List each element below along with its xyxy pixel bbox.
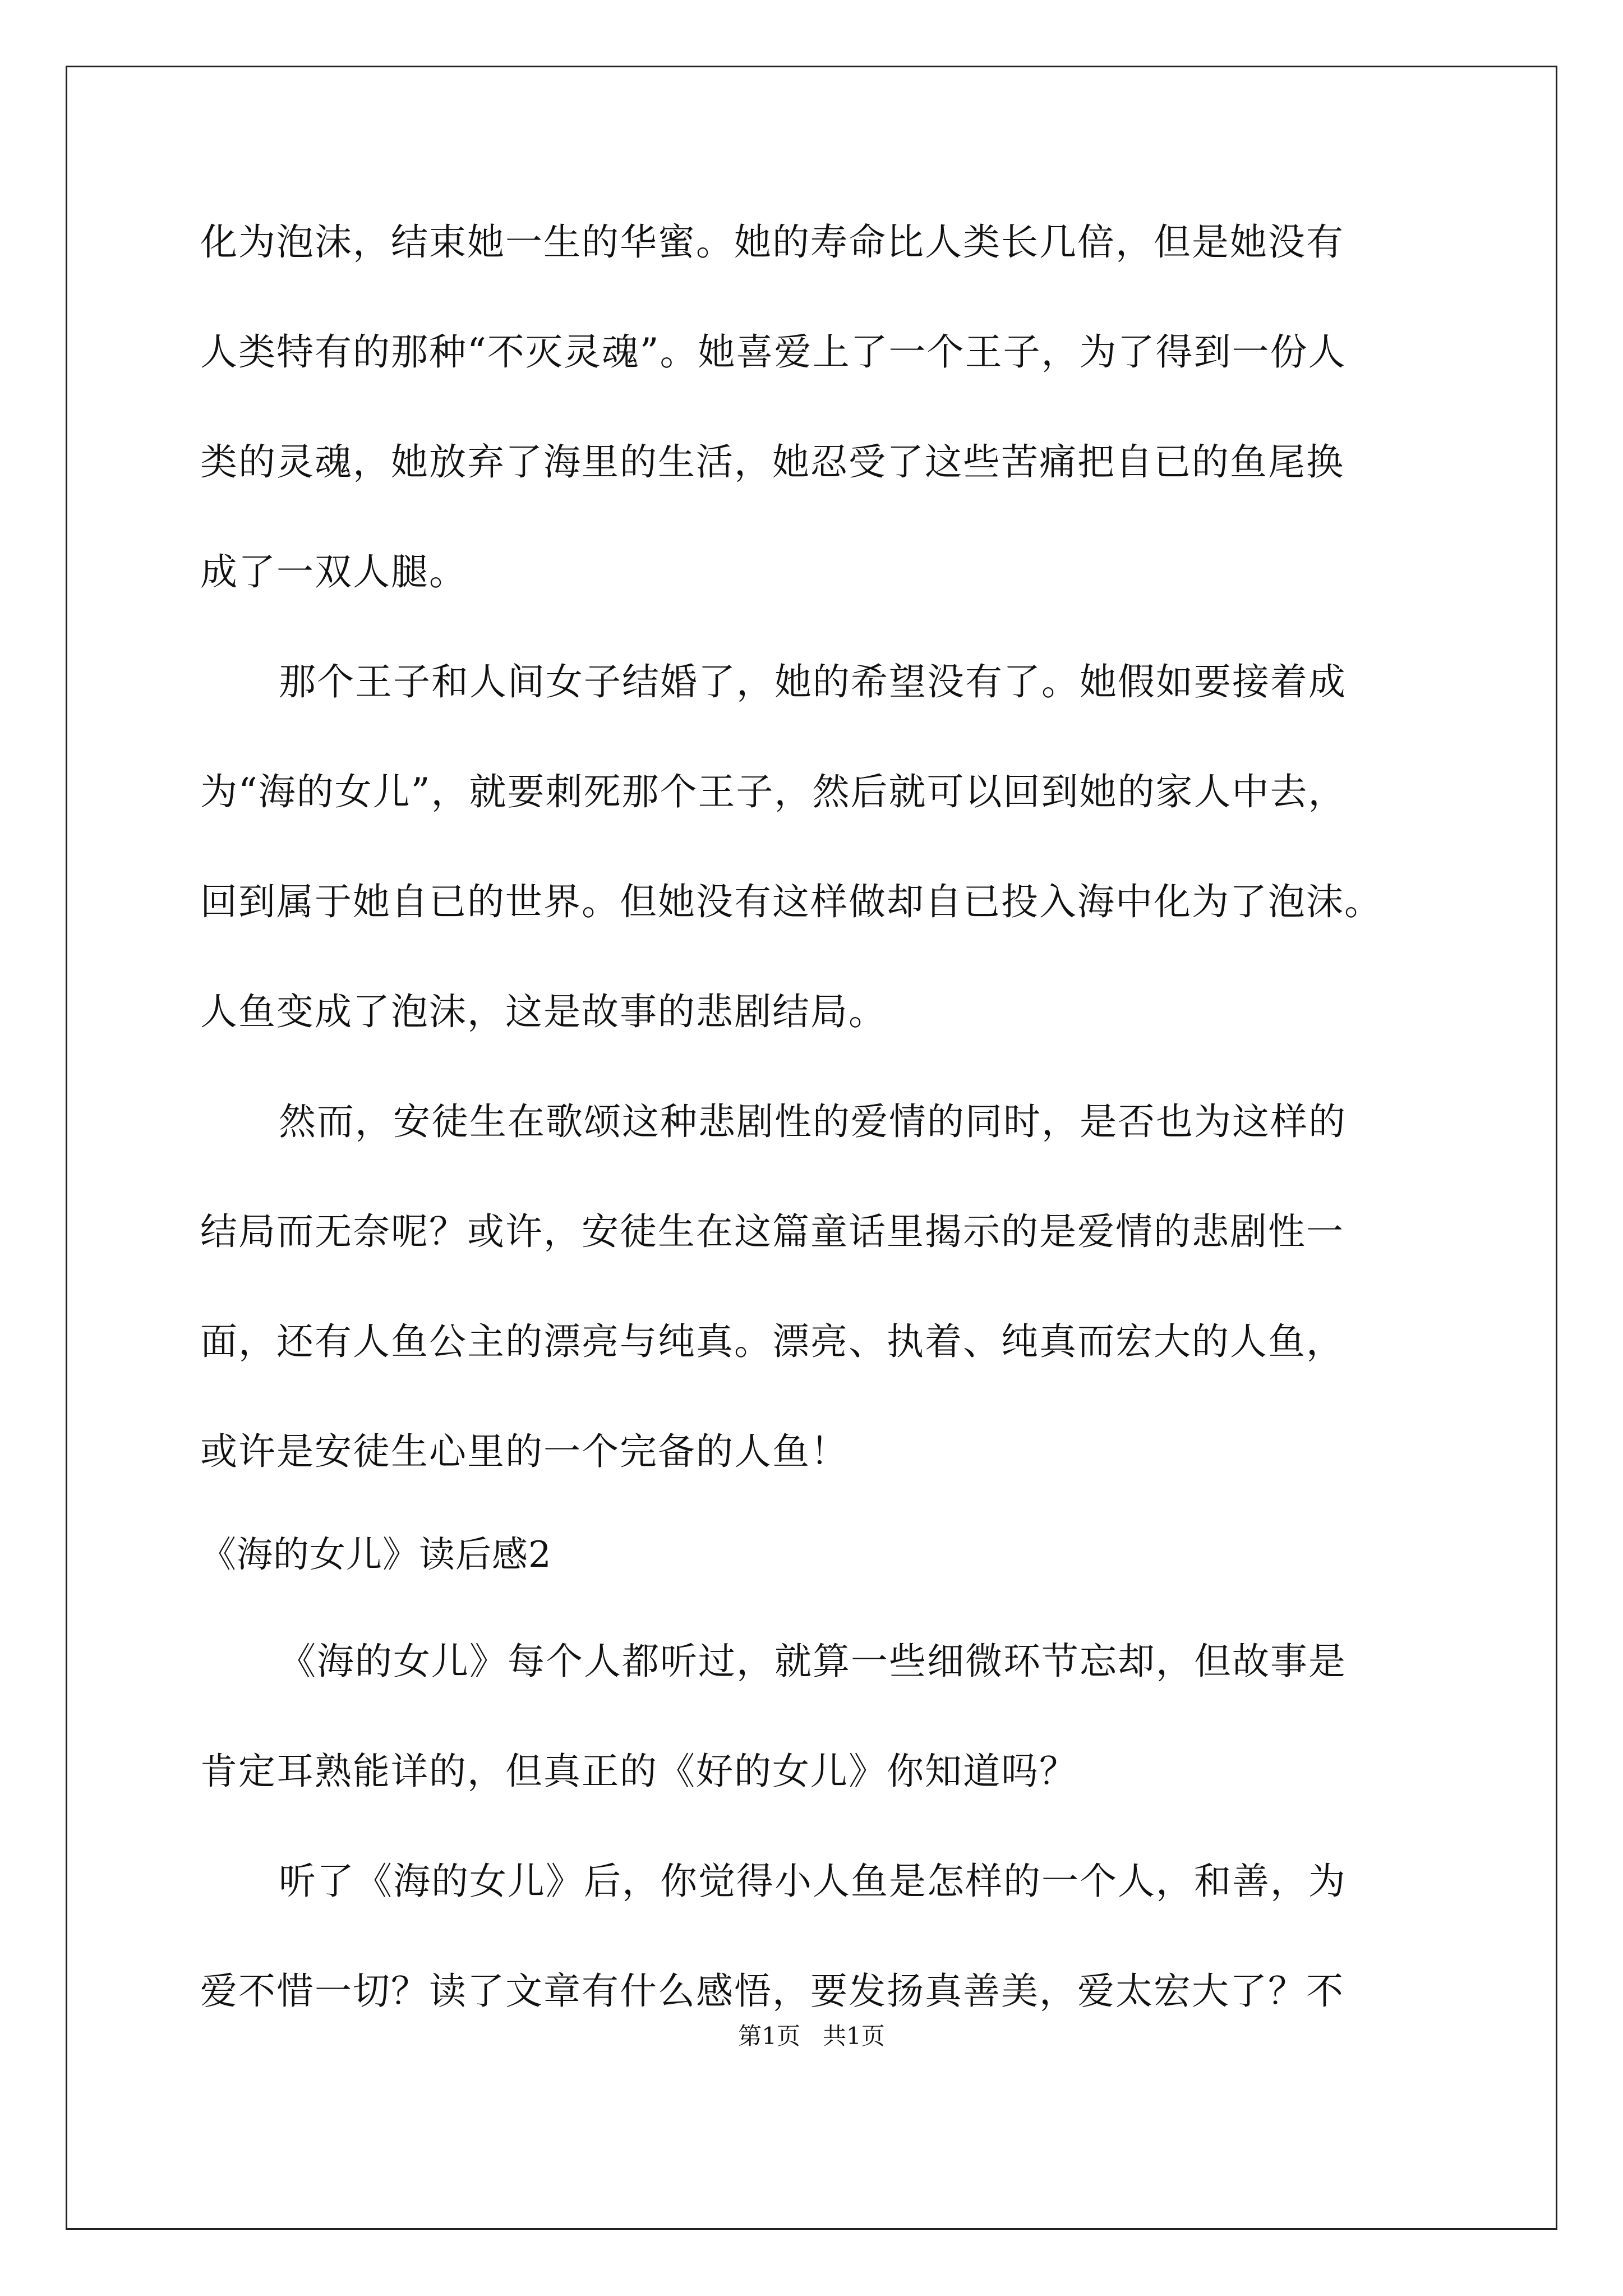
text-line: 为“海的女儿”，就要刺死那个王子，然后就可以回到她的家人中去， (200, 770, 1347, 813)
section-heading: 《海的女儿》读后感2 (200, 1534, 552, 1576)
text-line: 然而，安徒生在歌颂这种悲剧性的爱情的同时，是否也为这样的 (279, 1100, 1347, 1143)
text-line: 人类特有的那种“不灭灵魂”。她喜爱上了一个王子，为了得到一份人 (200, 330, 1347, 374)
text-line: 结局而无奈呢？或许，安徒生在这篇童话里揭示的是爱情的悲剧性一 (200, 1210, 1344, 1253)
text-line: 爱不惜一切？读了文章有什么感悟，要发扬真善美，爱太宏大了？不 (200, 1970, 1344, 2013)
text-line: 《海的女儿》每个人都听过，就算一些细微环节忘却，但故事是 (279, 1640, 1347, 1683)
text-line: 肯定耳熟能详的，但真正的《好的女儿》你知道吗？ (200, 1750, 1077, 1793)
text-line: 人鱼变成了泡沫，这是故事的悲剧结局。 (200, 990, 887, 1033)
page-number-footer: 第1页 共1页 (738, 2022, 885, 2050)
text-line: 回到属于她自已的世界。但她没有这样做却自已投入海中化为了泡沫。 (200, 880, 1382, 923)
text-line: 那个王子和人间女子结婚了，她的希望没有了。她假如要接着成 (279, 660, 1347, 703)
text-line: 面，还有人鱼公主的漂亮与纯真。漂亮、执着、纯真而宏大的人鱼， (200, 1320, 1344, 1363)
text-line: 成了一双人腿。 (200, 550, 467, 593)
text-line: 化为泡沫，结束她一生的华蜜。她的寿命比人类长几倍，但是她没有 (200, 220, 1344, 264)
text-line: 或许是安徒生心里的一个完备的人鱼！ (200, 1430, 849, 1473)
text-line: 听了《海的女儿》后，你觉得小人鱼是怎样的一个人，和善，为 (279, 1860, 1347, 1903)
text-line: 类的灵魂，她放弃了海里的生活，她忍受了这些苦痛把自已的鱼尾换 (200, 440, 1344, 484)
